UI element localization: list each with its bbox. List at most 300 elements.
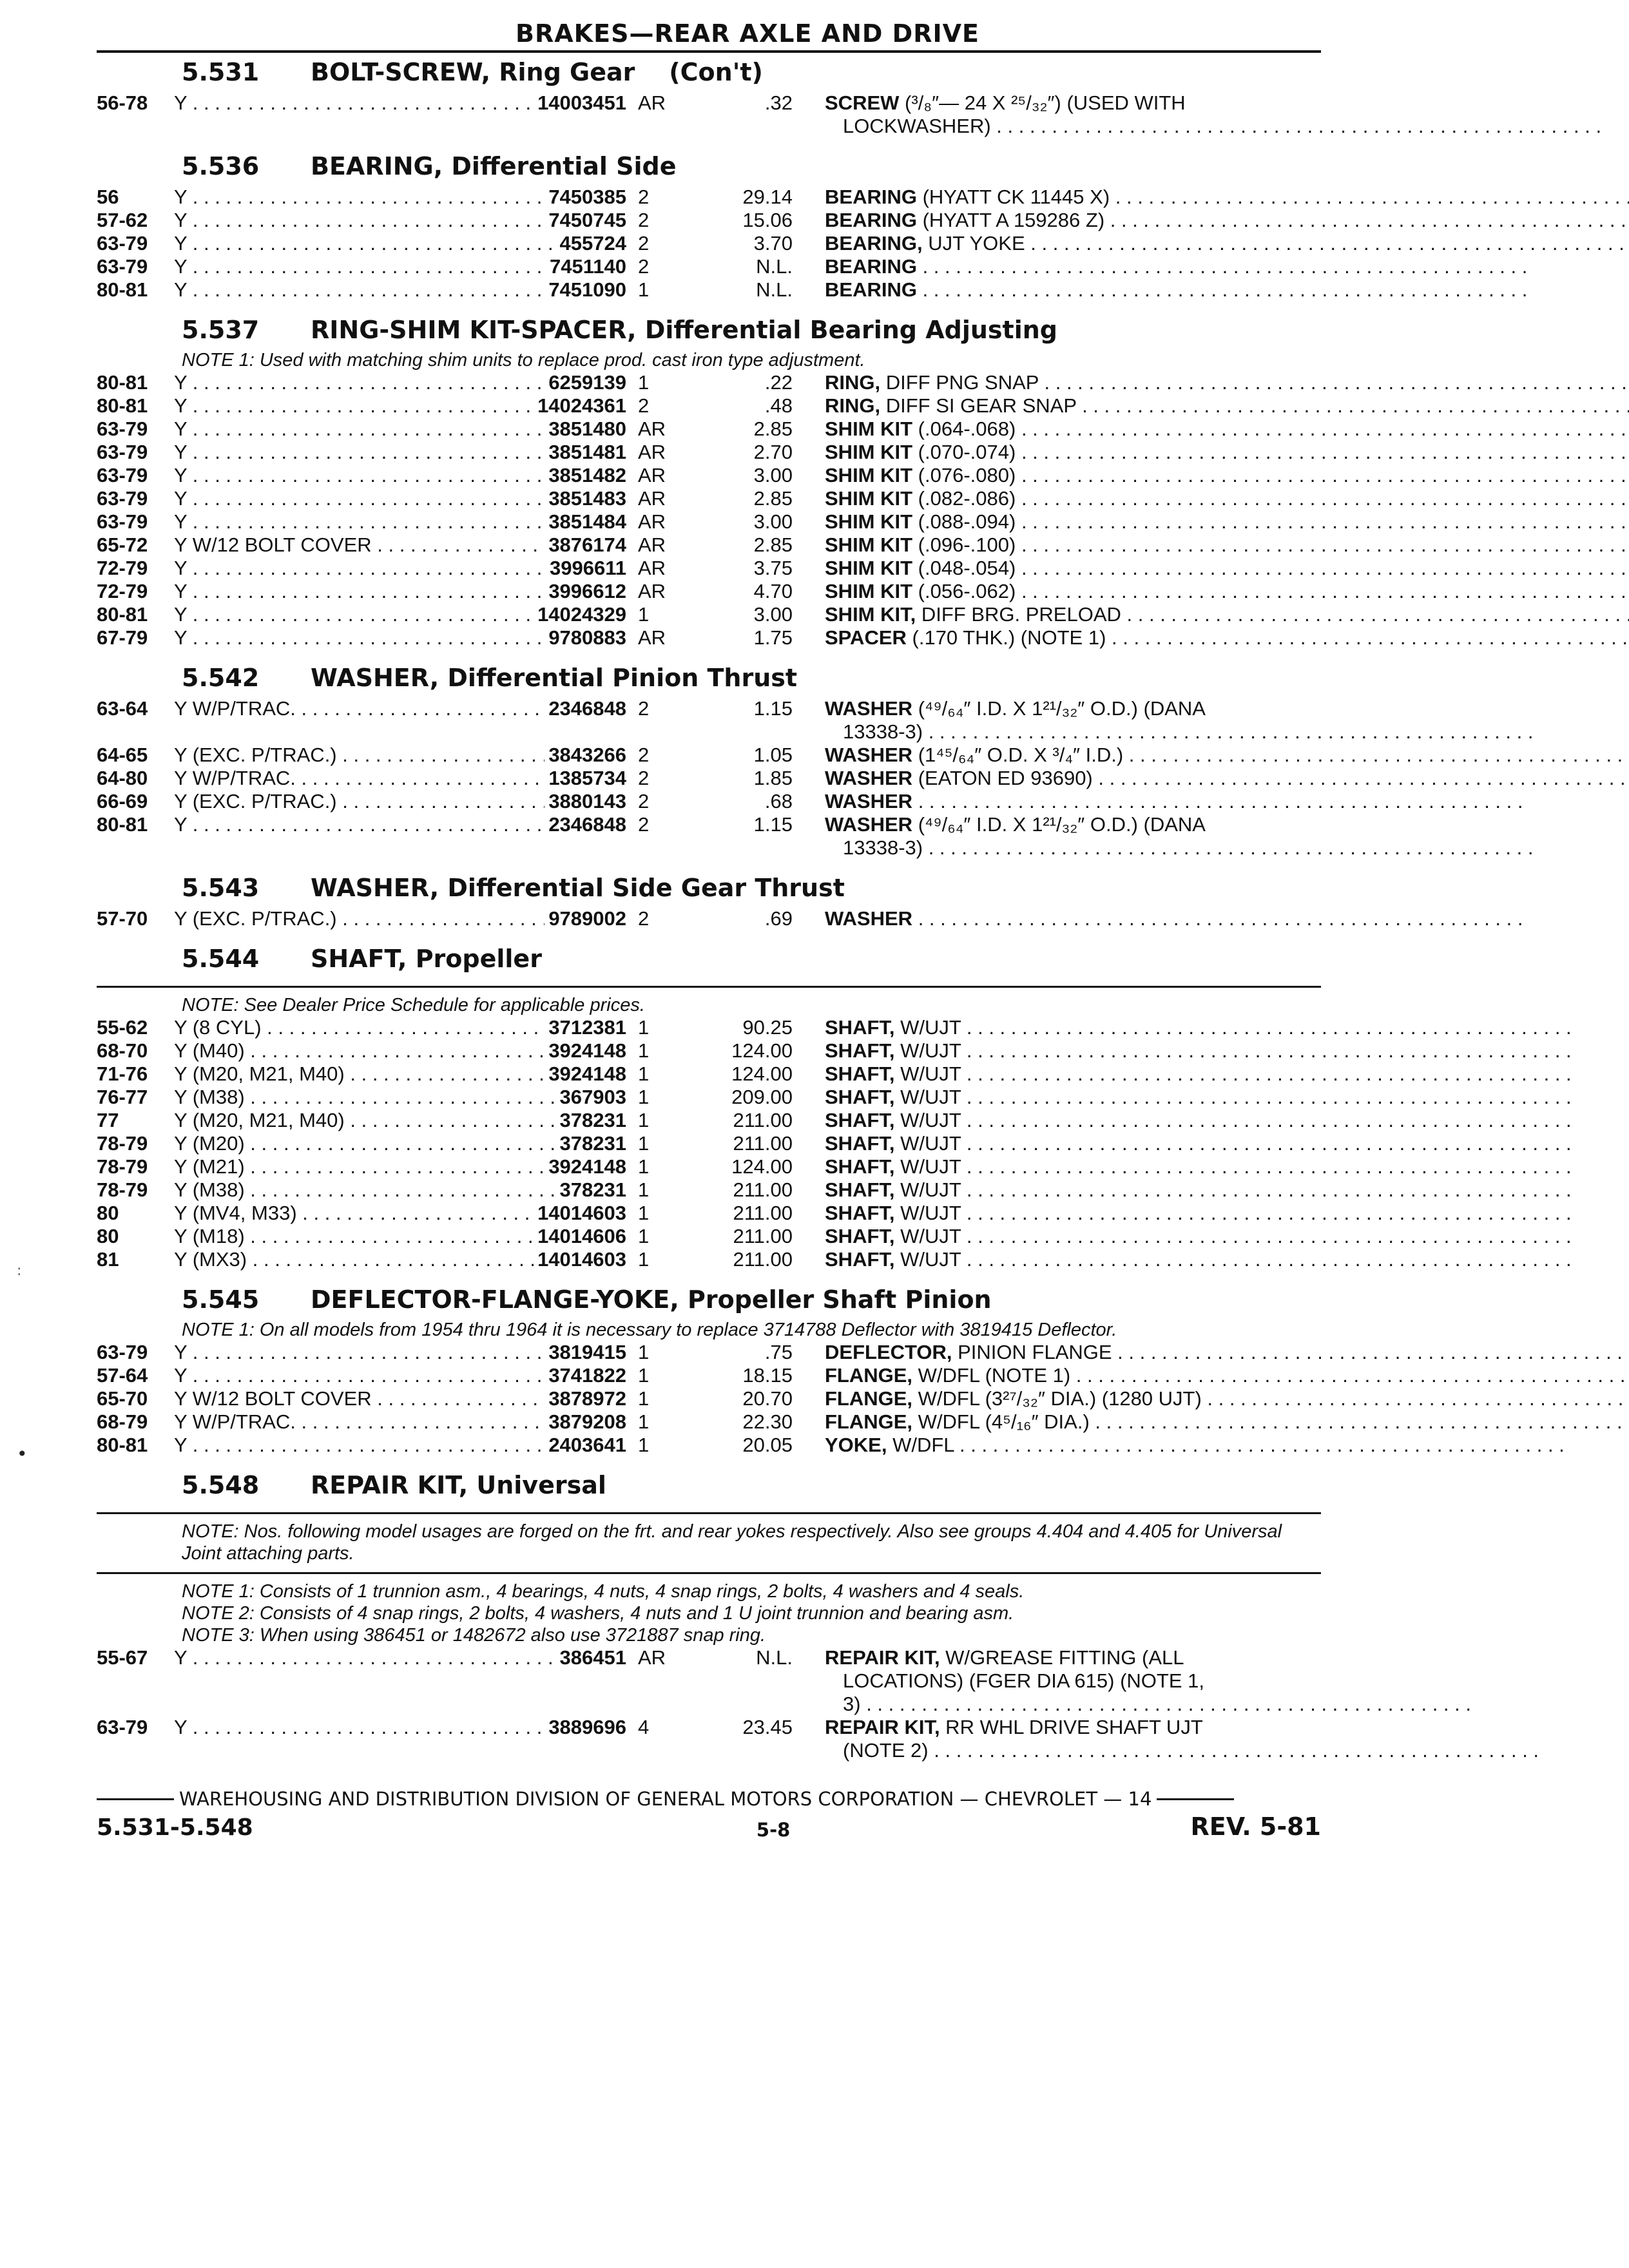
part-number: 3924148 (545, 1039, 626, 1062)
description-line (825, 626, 1629, 649)
quantity: 1 (638, 1109, 650, 1131)
description-line (825, 1364, 1629, 1387)
description-detail: W/UJT (894, 1248, 961, 1271)
part-number: 455724 (556, 232, 626, 255)
description-line (825, 907, 1523, 930)
quantity: AR (638, 1646, 666, 1669)
description-line (825, 441, 1626, 464)
quantity: AR (638, 441, 666, 463)
part-number: 3880143 (545, 790, 626, 813)
description-noun: SHAFT, (825, 1202, 895, 1224)
description-detail: (.082-.086) (912, 487, 1016, 510)
part-number: 378231 (556, 1132, 626, 1155)
price: 3.00 (753, 464, 793, 486)
page-footer (97, 1788, 1321, 1841)
description-detail: (1⁴⁵/₆₄″ O.D. X ³/₄″ I.D.) (912, 744, 1124, 766)
price: 1.75 (753, 626, 793, 649)
part-number: 3819415 (545, 1341, 626, 1364)
section-note: NOTE: Nos. following model usages are forged on the frt. and rear yokes respectively. Also see groups 4.404 and 4.405 for Universal Joint attaching parts. (182, 1521, 1282, 1564)
group-title: SHAFT, Propeller (311, 945, 542, 973)
description-noun: WASHER (825, 767, 913, 789)
part-number: 386451 (556, 1646, 626, 1669)
section-note: NOTE 2: Consists of 4 snap rings, 2 bolts, 4 washers, 4 nuts and 1 U joint trunnion and bearing asm. (182, 1603, 1014, 1624)
quantity: 2 (638, 790, 650, 812)
part-row (97, 1225, 1321, 1248)
application: Y . . . (174, 394, 619, 418)
description-noun: WASHER (825, 697, 913, 720)
part-row (97, 1109, 1321, 1132)
quantity: 2 (638, 186, 650, 208)
application: Y . . . (174, 1364, 619, 1387)
description-detail: W/DFL (887, 1434, 954, 1456)
description-detail: DIFF BRG. PRELOAD (916, 603, 1121, 626)
application: Y . . . (174, 1646, 619, 1716)
description-line (825, 91, 1601, 115)
description-line (825, 232, 1629, 255)
section-note: NOTE 1: On all models from 1954 thru 1964 it is necessary to replace 3714788 Deflector with 3819415 Deflector. (182, 1320, 1117, 1340)
model-years: 63-79 (97, 1716, 148, 1738)
section-note: NOTE 1: Consists of 1 trunnion asm., 4 bearings, 4 nuts, 4 snap rings, 2 bolts, 4 washers and 4 seals. (182, 1581, 1025, 1602)
group-heading (97, 939, 1321, 978)
description-detail: (EATON ED 93690) (912, 767, 1093, 789)
description-detail: W/UJT (894, 1039, 961, 1062)
part-row (97, 371, 1321, 394)
part-row (97, 1387, 1321, 1410)
price: 1.15 (753, 813, 793, 836)
group-number: 5.544 (182, 945, 260, 973)
description-line (825, 1225, 1572, 1248)
section-note: NOTE: See Dealer Price Schedule for applicable prices. (182, 995, 645, 1015)
description-line (825, 1109, 1572, 1132)
application: Y . . . (174, 91, 619, 138)
part-row (97, 907, 1321, 930)
application: Y (EXC. P/TRAC.) . . . (174, 907, 619, 930)
model-years: 63-79 (97, 510, 148, 533)
quantity: 1 (638, 1434, 650, 1456)
quantity: 2 (638, 813, 650, 836)
part-row (97, 1341, 1321, 1364)
part-row (97, 1716, 1321, 1762)
part-row (97, 1155, 1321, 1178)
application: Y . . . (174, 278, 619, 302)
part-row (97, 697, 1321, 744)
description (793, 603, 1629, 626)
price: .32 (764, 91, 793, 114)
quantity: 1 (638, 1132, 650, 1155)
description-line (825, 1178, 1572, 1202)
model-years: 63-79 (97, 232, 148, 255)
price: 29.14 (742, 186, 793, 208)
part-row (97, 533, 1321, 557)
description (793, 1225, 1572, 1248)
price: .75 (764, 1341, 793, 1363)
part-row (97, 1062, 1321, 1086)
section-spacer (97, 649, 1321, 658)
part-number: 14024329 (534, 603, 626, 626)
part-row (97, 464, 1321, 487)
price: 1.05 (753, 744, 793, 766)
description-continuation: (NOTE 2) . . . (825, 1739, 1539, 1762)
footer-division-line (97, 1788, 1321, 1810)
description-line (825, 744, 1629, 767)
price: 124.00 (731, 1155, 793, 1178)
part-number: 3851480 (545, 418, 626, 441)
description-line (825, 1202, 1572, 1225)
model-years: 63-79 (97, 1341, 148, 1363)
model-years: 81 (97, 1248, 119, 1271)
application: Y . . . (174, 209, 619, 232)
part-row (97, 186, 1321, 209)
description-detail: (.088-.094) (912, 510, 1016, 533)
application: Y W/12 BOLT COVER . . . (174, 533, 619, 557)
model-years: 64-80 (97, 767, 148, 789)
description (793, 1716, 1539, 1762)
price: 211.00 (733, 1178, 793, 1201)
part-row (97, 813, 1321, 860)
description (793, 418, 1626, 441)
model-years: 63-79 (97, 441, 148, 463)
quantity: 1 (638, 1341, 650, 1363)
part-number: 3741822 (545, 1364, 626, 1387)
price: 18.15 (742, 1364, 793, 1387)
application: Y . . . (174, 813, 619, 860)
description-line (825, 1086, 1572, 1109)
footer-bottom (97, 1812, 1321, 1841)
part-number: 3712381 (545, 1016, 626, 1039)
description-detail: W/UJT (894, 1155, 961, 1178)
part-row (97, 232, 1321, 255)
quantity: 1 (638, 1387, 650, 1410)
part-row (97, 580, 1321, 603)
description-detail: W/UJT (894, 1086, 961, 1108)
margin-tick: • (17, 1443, 28, 1465)
application: Y . . . (174, 487, 619, 510)
description (793, 1387, 1629, 1410)
description-line (825, 790, 1523, 813)
description-line (825, 1387, 1629, 1410)
part-row (97, 557, 1321, 580)
price: 2.70 (753, 441, 793, 463)
description (793, 1039, 1572, 1062)
application: Y . . . (174, 232, 619, 255)
section-rule (97, 986, 1321, 988)
part-row (97, 1410, 1321, 1434)
group-number: 5.543 (182, 874, 260, 902)
part-number: 3996612 (545, 580, 626, 603)
section-spacer (97, 138, 1321, 147)
description (793, 1132, 1572, 1155)
model-years: 68-70 (97, 1039, 148, 1062)
part-number: 7451090 (545, 278, 626, 302)
quantity: 2 (638, 907, 650, 930)
quantity: 2 (638, 209, 650, 231)
application: Y (M38) . . . (174, 1178, 619, 1202)
section-note: NOTE 1: Used with matching shim units to replace prod. cast iron type adjustment. (182, 350, 865, 370)
model-years: 67-79 (97, 626, 148, 649)
price: 211.00 (733, 1202, 793, 1224)
description (793, 1062, 1572, 1086)
price: 20.05 (742, 1434, 793, 1456)
description-detail: DIFF PNG SNAP (880, 371, 1039, 394)
description (793, 1434, 1565, 1457)
quantity: 4 (638, 1716, 650, 1738)
price: 3.75 (753, 557, 793, 579)
description-noun: SHAFT, (825, 1086, 895, 1108)
description (793, 1178, 1572, 1202)
part-number: 7450745 (545, 209, 626, 232)
description (793, 464, 1626, 487)
application: Y . . . (174, 441, 619, 464)
description-detail: W/UJT (894, 1132, 961, 1155)
part-row (97, 91, 1321, 138)
description (793, 394, 1629, 418)
application: Y . . . (174, 1716, 619, 1762)
description-detail: W/DFL (NOTE 1) (912, 1364, 1071, 1387)
description (793, 1155, 1572, 1178)
description (793, 790, 1523, 813)
part-row (97, 1202, 1321, 1225)
description-detail: W/UJT (894, 1202, 961, 1224)
description (793, 1410, 1629, 1434)
price: 1.85 (753, 767, 793, 789)
model-years: 63-79 (97, 255, 148, 278)
application: Y . . . (174, 1434, 619, 1457)
part-number: 2346848 (545, 813, 626, 836)
description (793, 1248, 1572, 1271)
description-noun: BEARING, (825, 232, 923, 255)
quantity: 1 (638, 1202, 650, 1224)
part-row (97, 626, 1321, 649)
group-title: BEARING, Differential Side (311, 152, 677, 180)
description-line (825, 533, 1626, 557)
application: Y (M20) . . . (174, 1132, 619, 1155)
part-number: 3996611 (546, 557, 626, 580)
description-noun: FLANGE, (825, 1364, 913, 1387)
description-detail: W/UJT (894, 1016, 961, 1039)
description-detail: W/DFL (4⁵/₁₆″ DIA.) (912, 1410, 1090, 1433)
margin-tick: : (17, 1263, 22, 1279)
description-line (825, 487, 1626, 510)
part-row (97, 394, 1321, 418)
part-number: 14024361 (534, 394, 626, 418)
model-years: 76-77 (97, 1086, 148, 1108)
model-years: 63-79 (97, 464, 148, 486)
description-detail: W/DFL (3²⁷/₃₂″ DIA.) (1280 UJT) (912, 1387, 1202, 1410)
description-noun: SHAFT, (825, 1109, 895, 1131)
group-heading (97, 147, 1321, 186)
description-noun: SHIM KIT (825, 533, 913, 556)
group-number: 5.548 (182, 1471, 260, 1499)
part-number: 2403641 (545, 1434, 626, 1457)
description-line (825, 278, 1527, 302)
footer-revision: REV. 5-81 (1190, 1812, 1321, 1841)
part-row (97, 767, 1321, 790)
description (793, 697, 1534, 744)
description-continuation: 13338-3) . . . (825, 836, 1534, 860)
price: 2.85 (753, 533, 793, 556)
model-years: 80-81 (97, 603, 148, 626)
quantity: AR (638, 557, 666, 579)
price: 211.00 (733, 1109, 793, 1131)
application: Y (EXC. P/TRAC.) . . . (174, 790, 619, 813)
model-years: 80-81 (97, 371, 148, 394)
description-noun: REPAIR KIT, (825, 1646, 940, 1669)
model-years: 63-79 (97, 418, 148, 440)
description (793, 278, 1527, 302)
group-number: 5.531 (182, 58, 260, 86)
description-noun: WASHER (825, 907, 913, 930)
description-detail: (.096-.100) (912, 533, 1016, 556)
price: 124.00 (731, 1062, 793, 1085)
description (793, 371, 1629, 394)
application: Y (M20, M21, M40) . . . (174, 1062, 619, 1086)
model-years: 78-79 (97, 1155, 148, 1178)
description-noun: SHAFT, (825, 1155, 895, 1178)
part-number: 3879208 (545, 1410, 626, 1434)
quantity: AR (638, 626, 666, 649)
part-row (97, 1178, 1321, 1202)
model-years: 56 (97, 186, 119, 208)
quantity: 1 (638, 1155, 650, 1178)
application: Y (M40) . . . (174, 1039, 619, 1062)
section-spacer (97, 302, 1321, 311)
part-number: 9789002 (545, 907, 626, 930)
price: N.L. (756, 1646, 793, 1669)
description-noun: SHAFT, (825, 1248, 895, 1271)
quantity: AR (638, 91, 666, 114)
description-noun: SHAFT, (825, 1062, 895, 1085)
description-line (825, 1341, 1629, 1364)
quantity: 1 (638, 1062, 650, 1085)
part-number: 6259139 (545, 371, 626, 394)
description-detail: W/UJT (894, 1178, 961, 1201)
part-number: 3876174 (545, 533, 626, 557)
description (793, 255, 1527, 278)
description-noun: WASHER (825, 744, 913, 766)
model-years: 80-81 (97, 278, 148, 301)
footer-rule-right (1157, 1798, 1234, 1800)
quantity: 1 (638, 1225, 650, 1247)
part-row (97, 1646, 1321, 1716)
description-noun: BEARING (825, 186, 917, 208)
price: 15.06 (742, 209, 793, 231)
part-number: 3843266 (545, 744, 626, 767)
model-years: 80-81 (97, 1434, 148, 1456)
application: Y W/P/TRAC. . . . (174, 1410, 619, 1434)
description-line (825, 394, 1629, 418)
description (793, 1202, 1572, 1225)
description-noun: SHIM KIT (825, 418, 913, 440)
part-number: 2346848 (545, 697, 626, 720)
price: 2.85 (753, 418, 793, 440)
quantity: 1 (638, 1039, 650, 1062)
part-row (97, 603, 1321, 626)
footer-group-range: 5.531-5.548 (97, 1814, 253, 1841)
description (793, 1364, 1629, 1387)
part-row (97, 487, 1321, 510)
description-noun: SHIM KIT (825, 557, 913, 579)
description (793, 91, 1601, 138)
description (793, 626, 1629, 649)
section-spacer (97, 1271, 1321, 1280)
description (793, 1016, 1572, 1039)
description-line (825, 1062, 1572, 1086)
description-detail: RR WHL DRIVE SHAFT UJT (940, 1716, 1203, 1738)
application: Y W/P/TRAC. . . . (174, 767, 619, 790)
description-detail: (.048-.054) (912, 557, 1016, 579)
section-spacer (97, 860, 1321, 869)
part-number: 3851482 (545, 464, 626, 487)
description-noun: BEARING (825, 209, 917, 231)
description-line (825, 1016, 1572, 1039)
description-noun: FLANGE, (825, 1410, 913, 1433)
model-years: 72-79 (97, 580, 148, 602)
group-title: WASHER, Differential Pinion Thrust (311, 664, 798, 692)
application: Y (EXC. P/TRAC.) . . . (174, 744, 619, 767)
description-noun: SCREW (825, 91, 900, 114)
description-line (825, 1132, 1572, 1155)
description (793, 1109, 1572, 1132)
part-number: 7450385 (545, 186, 626, 209)
description-line (825, 1155, 1572, 1178)
description (793, 744, 1629, 767)
application: Y . . . (174, 626, 619, 649)
description-detail: W/UJT (894, 1062, 961, 1085)
application: Y (8 CYL) . . . (174, 1016, 619, 1039)
group-heading (97, 658, 1321, 697)
price: N.L. (756, 278, 793, 301)
price: 90.25 (742, 1016, 793, 1039)
group-number: 5.536 (182, 152, 260, 180)
quantity: 1 (638, 1364, 650, 1387)
model-years: 68-79 (97, 1410, 148, 1433)
description-noun: SPACER (825, 626, 907, 649)
model-years: 80 (97, 1225, 119, 1247)
model-years: 64-65 (97, 744, 148, 766)
application: Y . . . (174, 603, 619, 626)
quantity: 2 (638, 255, 650, 278)
part-row (97, 209, 1321, 232)
section-spacer (97, 930, 1321, 939)
section-spacer (97, 1762, 1321, 1771)
model-years: 63-64 (97, 697, 148, 720)
quantity: 1 (638, 1016, 650, 1039)
group-number: 5.537 (182, 316, 260, 344)
quantity: AR (638, 510, 666, 533)
description-detail: (³/₈″— 24 X ²⁵/₃₂″) (USED WITH (899, 91, 1186, 114)
price: 23.45 (742, 1716, 793, 1738)
description-noun: SHAFT, (825, 1016, 895, 1039)
part-number: 3851483 (545, 487, 626, 510)
quantity: AR (638, 418, 666, 440)
description (793, 1646, 1471, 1716)
description-detail: (.076-.080) (912, 464, 1016, 486)
description-line (825, 371, 1629, 394)
description (793, 580, 1626, 603)
description-line (825, 603, 1629, 626)
group-title: WASHER, Differential Side Gear Thrust (311, 874, 845, 902)
description-detail: (.056-.062) (912, 580, 1016, 602)
price: 22.30 (742, 1410, 793, 1433)
description-line (825, 464, 1626, 487)
quantity: 2 (638, 697, 650, 720)
model-years: 78-79 (97, 1132, 148, 1155)
description-noun: SHAFT, (825, 1225, 895, 1247)
part-number: 378231 (556, 1109, 626, 1132)
description (793, 767, 1629, 790)
model-years: 77 (97, 1109, 119, 1131)
model-years: 80-81 (97, 394, 148, 417)
